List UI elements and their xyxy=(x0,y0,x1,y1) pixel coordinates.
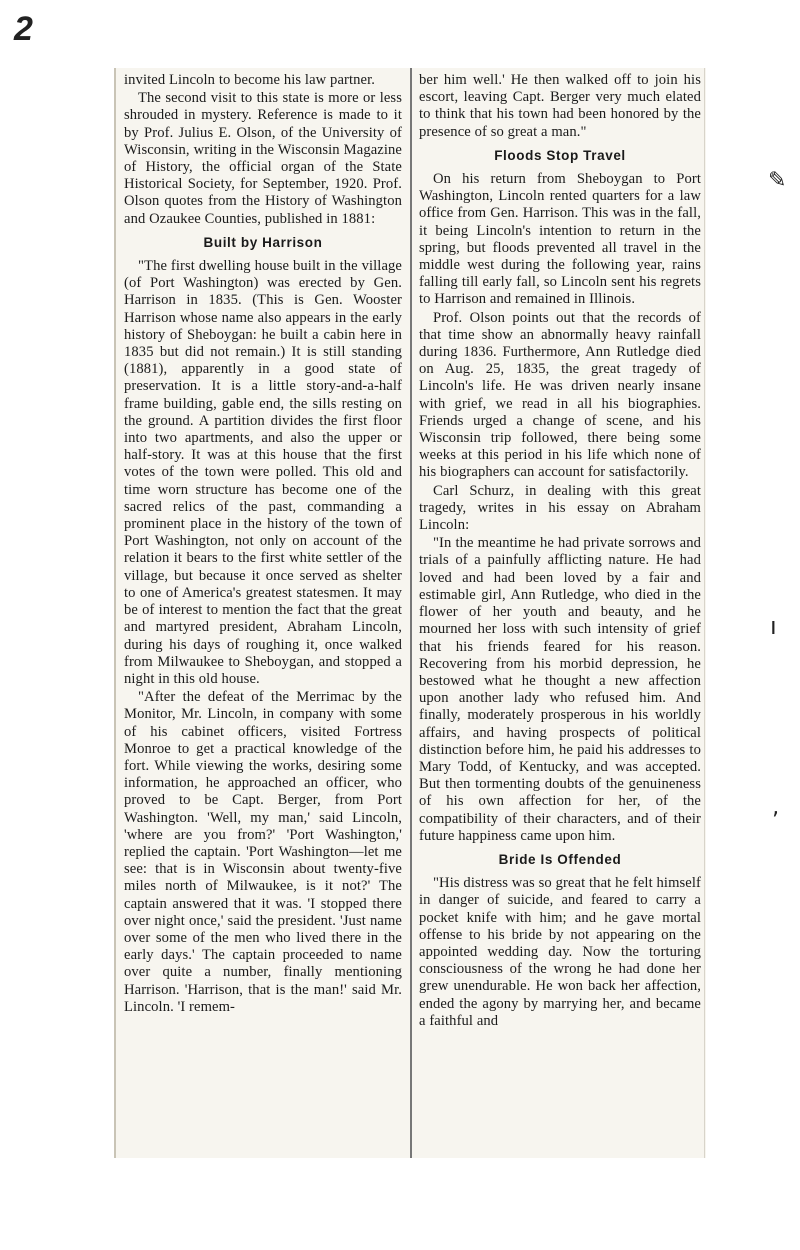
paragraph: "After the defeat of the Merrimac by the Monitor, Mr. Lincoln, in company with some of his cabinet officers, visited Fortress Monroe to get a practical knowledge of the fort. While viewing the works, desiring some information, he approached an officer, who proved to be Capt. Berger, from Port Washington. 'Well, my man,' said Lincoln, 'where are you from?' 'Port Washington,' replied the captain. 'Port Washington—let me see: that is in Wisconsin about twenty-five miles north of Milwaukee, is it not?' The captain answered that it was. 'I stopped there over night once,' said the president. 'Just name over some of the men who lived there in the early days.' The captain proceeded to name over quite a number, finally mentioning Harrison. 'Harrison, that is the man!' said Mr. Lincoln. 'I remem- xyxy=(124,689,402,1015)
subheading: Bride Is Offended xyxy=(498,851,622,867)
paragraph: The second visit to this state is more or less shrouded in mystery. Reference is made to it by Prof. Julius E. Olson, of the University of Wisconsin, writing in the Wisconsin Magazine of History, the official organ of the State Historical Society, for September, 1920. Prof. Olson quotes from the History of Washington and Ozaukee Counties, published in 1881: xyxy=(124,90,402,227)
paragraph: "His distress was so great that he felt himself in danger of suicide, and feared to carry a pocket knife with him; and he gave mortal offense to his bride by not appearing on the appointed wedding day. Now the torturing consciousness of the wrong he had done her grew unendurable. He won back her affection, ended the agony by marrying her, and became a faithful and xyxy=(419,875,701,1029)
margin-mark: ✎ xyxy=(768,168,787,193)
paragraph: On his return from Sheboygan to Port Washington, Lincoln rented quarters for a law office from Gen. Harrison. This was in the fall, it being Lincoln's intention to return in the spring, but floods prevented all travel in the middle west during the following year, rains falling till early fall, so Lincoln sent his regrets to Harrison and remained in Illinois. xyxy=(419,171,701,308)
margin-mark: ı xyxy=(770,612,777,640)
column-divider xyxy=(410,68,412,1158)
newspaper-clipping xyxy=(114,68,706,1158)
paragraph: ber him well.' He then walked off to join his escort, leaving Capt. Berger very much elated to think that his town had been honored by the presence of so great a man." xyxy=(419,72,701,140)
paragraph: "The first dwelling house built in the village (of Port Washington) was erected by Gen. Harrison in 1835. (This is Gen. Wooster Harrison whose name also appears in the early history of Sheboygan: he built a cabin here in 1835 but did not remain.) It is still standing (1881), apparently in a good state of preservation. It is a little story-and-a-half frame building, gable end, the sills resting on the ground. A partition divides the first floor into two apartments, and also the upper or half-story. It was at this house that the first votes of the town were polled. This old and time worn structure has become one of the sacred relics of the past, commanding a prominent place in the history of the town of Port Washington, not only on account of the relation it bears to the first white settler of the village, but because it once served as shelter to one of America's greatest statesmen. It may be of interest to mention the fact that the great and martyred president, Abraham Lincoln, during his days of roughing it, once walked from Milwaukee to Sheboygan, and stopped a night in this old house. xyxy=(124,258,402,687)
subheading: Floods Stop Travel xyxy=(494,147,626,163)
paragraph: Prof. Olson points out that the records of that time show an abnormally heavy rainfall during 1836. Furthermore, Ann Rutledge died on Aug. 25, 1835, the great tragedy of Lincoln's life. He was driven nearly insane with grief, we read in all his biographies. Friends urged a change of scene, and his Wisconsin trip followed, there being some weeks at this period in his life which none of his biographers can account for satisfactorily. xyxy=(419,309,701,481)
page-number: 2 xyxy=(14,10,33,48)
margin-mark: ‚ xyxy=(772,795,779,820)
subheading: Built by Harrison xyxy=(203,234,323,250)
paragraph: "In the meantime he had private sorrows and trials of a painfully afflicting nature. He had loved and had been loved by a fair and estimable girl, Ann Rutledge, who died in the flower of her youth and beauty, and he mourned her loss with such intensity of grief that his friends feared for his reason. Recovering from his morbid depression, he bestowed what he thought a new affection upon another lady who refused him. And finally, moderately prosperous in his worldly affairs, and having prospects of political distinction before him, he paid his addresses to Mary Todd, of Kentucky, and was accepted. But then tormenting doubts of the genuineness of his own affection for her, of the compatibility of their characters, and of their future happiness came upon him. xyxy=(419,535,701,844)
clipping-edge xyxy=(704,68,705,1158)
paragraph: Carl Schurz, in dealing with this great tragedy, writes in his essay on Abraham Lincoln: xyxy=(419,482,701,534)
left-column xyxy=(124,72,402,1017)
paragraph: invited Lincoln to become his law partner. xyxy=(124,72,376,88)
right-column xyxy=(419,72,701,1031)
